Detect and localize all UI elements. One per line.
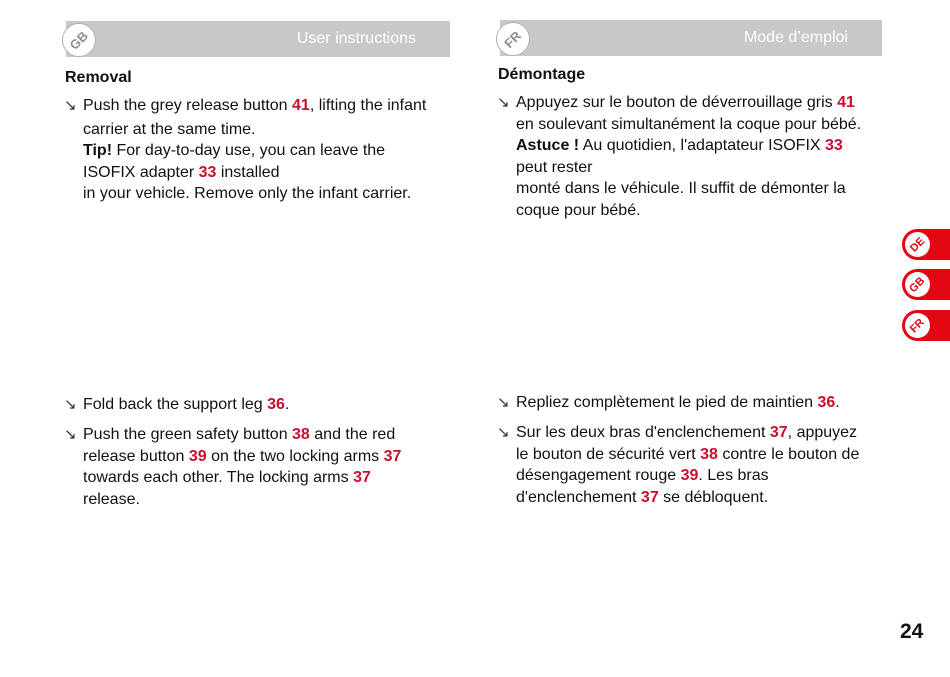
left-header-bar [66,21,450,57]
page-number: 24 [900,620,924,643]
left-section-title: Removal [65,69,132,86]
right-step-fold-leg: ↘ Repliez complètement le pied de maintien 36. [516,392,896,414]
left-header-title: User instructions [296,30,416,47]
language-tab-fr[interactable] [902,310,950,341]
language-tab-gb[interactable] [902,269,950,300]
right-step-release-carrier: ↘ Appuyez sur le bouton de déverrouillage gris 41 en soulevant simultanément la coque pour bébé. Astuce ! Au quotidien, l'adaptateur ISOFIX 33 peut rester monté dans le véhicule. Il suffit de démonter la coque pour bébé. [497,94,862,219]
right-header-title: Mode d’emploi [743,29,848,46]
right-section-title: Démontage [498,66,586,83]
arrow-bullet-icon: ↘ [497,424,510,441]
arrow-bullet-icon: ↘ [64,97,77,114]
arrow-bullet-icon: ↘ [64,426,77,443]
arrow-bullet-icon: ↘ [497,94,510,111]
left-step-release-carrier: ↘ Push the grey release button 41, lifting the infant carrier at the same time. Tip! For day-to-day use, you can leave the ISOFIX adapter 33 installed in your vehicle. Remove only the infant carrier. [64,97,427,202]
left-step-fold-leg: ↘ Fold back the support leg 36. [83,394,463,416]
right-header-bar [500,20,882,56]
gb-language-badge: GB [62,23,96,57]
left-step-release-arms: ↘ Push the green safety button 38 and the red release button 39 on the two locking arms 37 towards each other. The locking arms 37 release. [64,426,402,508]
language-tab-de[interactable] [902,229,950,260]
right-step-release-arms: ↘ Sur les deux bras d'enclenchement 37, appuyez le bouton de sécurité vert 38 contre le bouton de désengagement rouge 39. Les bras d'enclenchement 37 se débloquent. [497,424,860,506]
gb-badge-icon: GB [905,272,930,297]
arrow-bullet-icon: ↘ [64,396,77,413]
fr-badge-icon: FR [905,313,930,338]
fr-language-badge: FR [496,22,530,56]
de-badge-icon: DE [905,232,930,257]
arrow-bullet-icon: ↘ [497,394,510,411]
